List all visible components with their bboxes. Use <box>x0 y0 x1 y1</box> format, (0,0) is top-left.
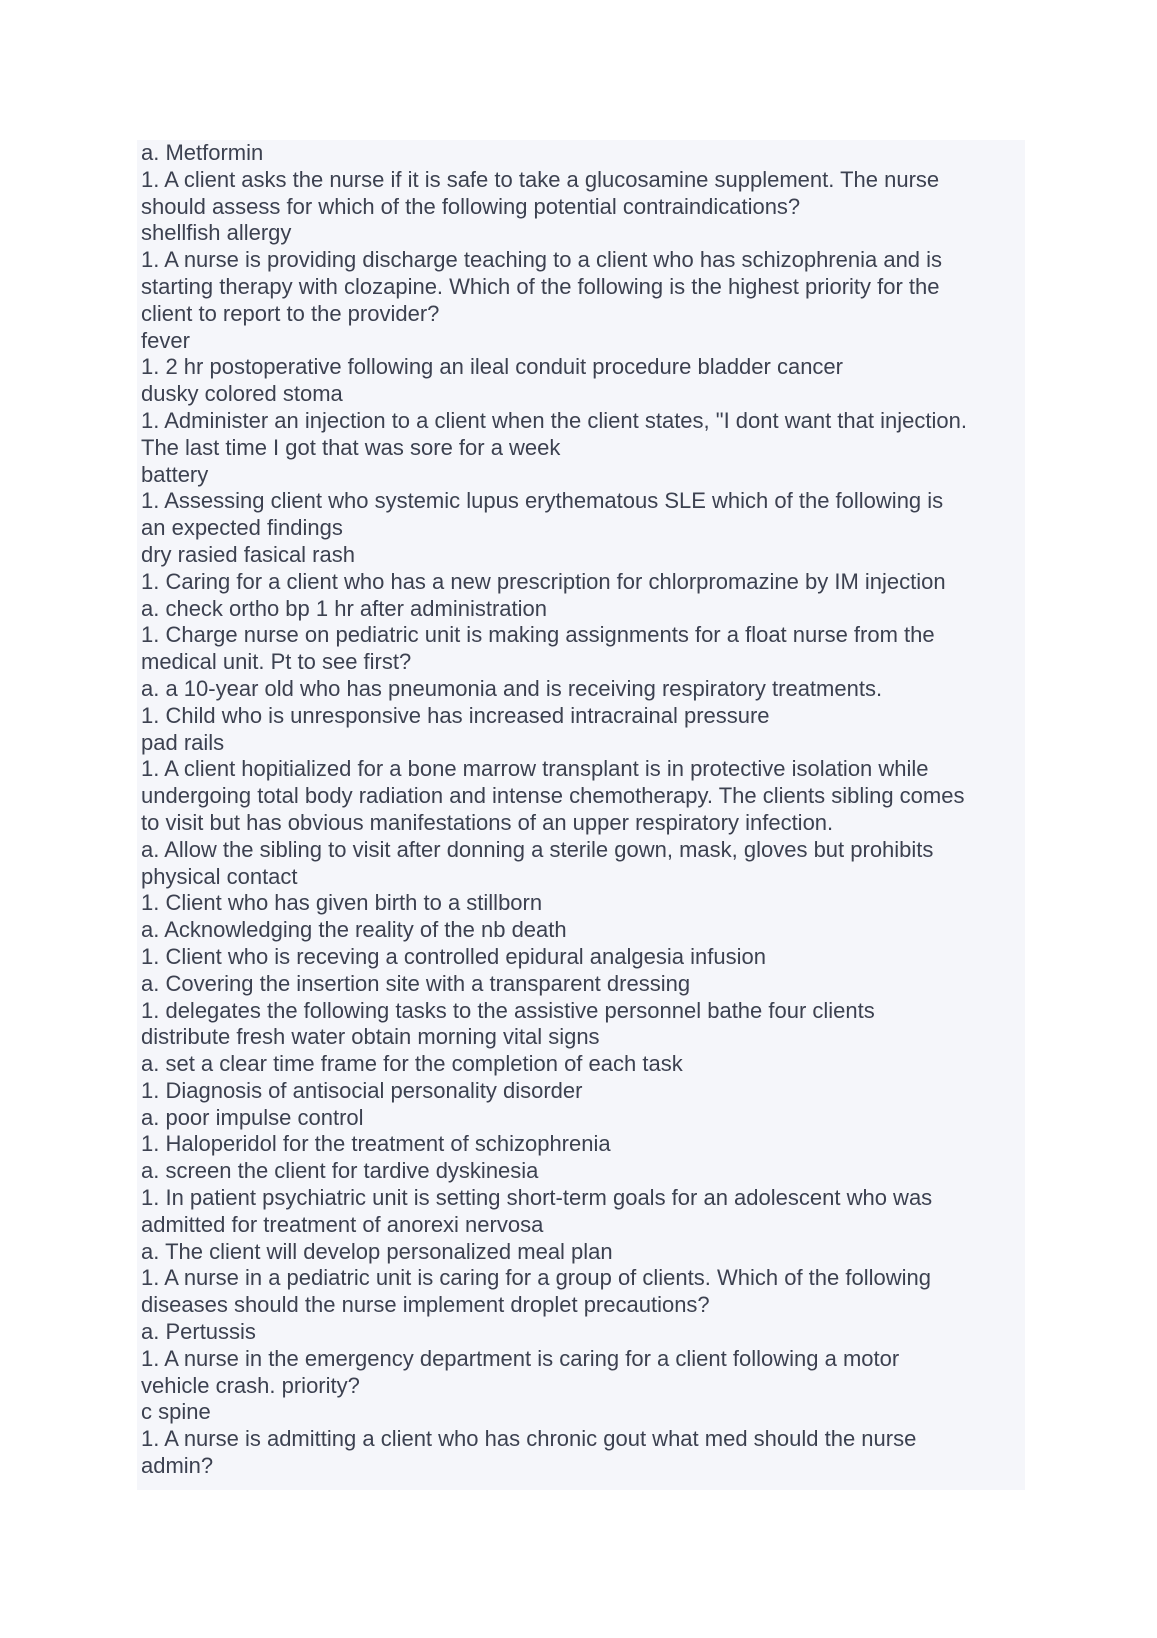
answer-line: c spine <box>141 1399 211 1425</box>
question-line: 1. Haloperidol for the treatment of schizophrenia <box>141 1131 611 1157</box>
question-line: should assess for which of the following potential contraindications? <box>141 193 801 219</box>
study-notes-text-block <box>137 140 1025 1490</box>
question-line: admin? <box>141 1453 214 1479</box>
question-line: diseases should the nurse implement droplet precautions? <box>141 1292 710 1318</box>
question-line: 1. 2 hr postoperative following an ileal conduit procedure bladder cancer <box>141 354 843 380</box>
question-line: 1. Diagnosis of antisocial personality disorder <box>141 1077 583 1103</box>
question-line: 1. Assessing client who systemic lupus erythematous SLE which of the following is <box>141 488 944 514</box>
question-line: starting therapy with clozapine. Which of the following is the highest priority for the <box>141 273 940 299</box>
question-line: admitted for treatment of anorexi nervosa <box>141 1211 544 1237</box>
answer-line: dry rasied fasical rash <box>141 541 355 567</box>
question-line: The last time I got that was sore for a week <box>141 434 561 460</box>
answer-line: a. check ortho bp 1 hr after administration <box>141 595 547 621</box>
answer-line: a. Acknowledging the reality of the nb death <box>141 917 567 943</box>
answer-line: a. Allow the sibling to visit after donning a sterile gown, mask, gloves but prohibits <box>141 836 934 862</box>
answer-line: physical contact <box>141 863 298 889</box>
question-line: undergoing total body radiation and intense chemotherapy. The clients sibling comes <box>141 783 965 809</box>
question-line: distribute fresh water obtain morning vital signs <box>141 1024 600 1050</box>
question-line: 1. In patient psychiatric unit is setting short-term goals for an adolescent who was <box>141 1185 933 1211</box>
answer-line: a. The client will develop personalized meal plan <box>141 1238 613 1264</box>
answer-line: a. Pertussis <box>141 1319 256 1345</box>
answer-line: a. Covering the insertion site with a transparent dressing <box>141 970 691 996</box>
answer-line: a. screen the client for tardive dyskinesia <box>141 1158 539 1184</box>
answer-line: a. poor impulse control <box>141 1104 364 1130</box>
question-line: 1. A nurse in the emergency department is caring for a client following a motor <box>141 1345 900 1371</box>
question-line: 1. Child who is unresponsive has increased intracrainal pressure <box>141 702 770 728</box>
question-line: 1. Charge nurse on pediatric unit is making assignments for a float nurse from the <box>141 622 935 648</box>
question-line: 1. Client who has given birth to a stillborn <box>141 890 543 916</box>
question-line: an expected findings <box>141 515 343 541</box>
question-line: 1. delegates the following tasks to the assistive personnel bathe four clients <box>141 997 875 1023</box>
question-line: 1. Caring for a client who has a new prescription for chlorpromazine by IM injection <box>141 568 946 594</box>
question-line: 1. A client asks the nurse if it is safe to take a glucosamine supplement. The nurse <box>141 166 940 192</box>
answer-line: pad rails <box>141 729 225 755</box>
answer-line: shellfish allergy <box>141 220 292 246</box>
answer-line: battery <box>141 461 209 487</box>
question-line: to visit but has obvious manifestations of an upper respiratory infection. <box>141 809 834 835</box>
question-line: 1. A nurse in a pediatric unit is caring for a group of clients. Which of the following <box>141 1265 931 1291</box>
answer-line: fever <box>141 327 190 353</box>
answer-line: a. set a clear time frame for the completion of each task <box>141 1051 683 1077</box>
question-line: 1. A nurse is providing discharge teaching to a client who has schizophrenia and is <box>141 247 943 273</box>
question-line: 1. A client hopitialized for a bone marrow transplant is in protective isolation while <box>141 756 929 782</box>
question-line: 1. Client who is receving a controlled epidural analgesia infusion <box>141 943 766 969</box>
answer-line: dusky colored stoma <box>141 381 343 407</box>
answer-line: a. a 10-year old who has pneumonia and is receiving respiratory treatments. <box>141 675 883 701</box>
question-line: vehicle crash. priority? <box>141 1372 360 1398</box>
question-line: medical unit. Pt to see first? <box>141 649 412 675</box>
answer-line: a. Metformin <box>141 140 264 165</box>
question-line: client to report to the provider? <box>141 300 440 326</box>
question-line: 1. A nurse is admitting a client who has chronic gout what med should the nurse <box>141 1426 917 1452</box>
question-line: 1. Administer an injection to a client when the client states, "I dont want that injection. <box>141 407 967 433</box>
